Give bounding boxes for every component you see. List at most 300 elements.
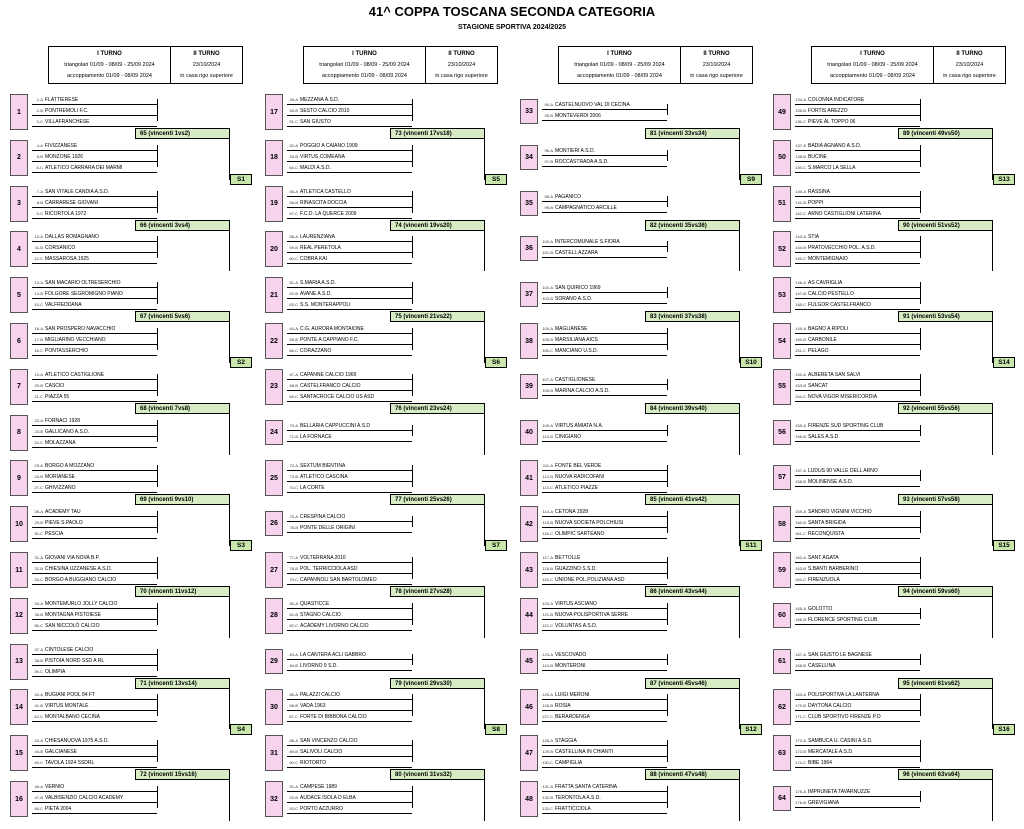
group-number: 51 — [773, 186, 791, 222]
team-name: VOLUNTAS A.S.D. — [555, 622, 598, 629]
turn1-title: I TURNO — [352, 51, 377, 57]
connector-line — [667, 654, 668, 665]
group-number: 34 — [520, 145, 538, 170]
team-code: 155-A — [795, 422, 806, 428]
team-code: 71-B — [289, 433, 298, 439]
team-name: LUDUS 90 VALLE DELL ARNO — [808, 468, 878, 475]
third-round-label: S3 — [230, 540, 252, 551]
connector-line — [739, 230, 740, 272]
team-name: CARBONILE — [808, 337, 837, 343]
team-code: 132-B — [542, 795, 553, 800]
team-name: SANT AGATA — [808, 555, 839, 561]
team-row — [32, 105, 157, 116]
team-row — [287, 649, 412, 660]
team-code: 136-C — [795, 119, 806, 124]
second-round-match: 78 (vincenti 27vs28) — [390, 586, 485, 597]
third-round-label: S4 — [230, 724, 252, 735]
team-row — [795, 517, 920, 528]
team-code: 53-B — [289, 153, 298, 159]
team-name: CINIGIANO — [555, 433, 582, 440]
connector-line — [229, 596, 230, 638]
team-code: 114-A — [542, 509, 553, 515]
team-row — [32, 803, 157, 814]
team-name: POLISPORTIVA LA LANTERNA — [808, 692, 880, 699]
team-row — [795, 162, 920, 173]
connector-line — [667, 511, 668, 533]
second-round-match: 82 (vincenti 35vs36) — [645, 220, 740, 231]
turn2-header — [426, 47, 497, 83]
turn1-pairing: accoppiamento 01/09 - 08/09 2024 — [321, 73, 407, 79]
team-code: 41-B — [34, 703, 43, 709]
turn2-home-note: in casa rigo superiore — [943, 73, 996, 79]
team-row — [795, 711, 920, 722]
turn1-header — [49, 47, 171, 83]
team-row — [287, 140, 412, 151]
team-name: RIOTORTO — [300, 760, 327, 767]
second-round-match: 74 (vincenti 19vs20) — [390, 220, 485, 231]
team-code: 4-A — [36, 142, 43, 148]
team-code: 139-C — [795, 164, 806, 170]
team-name: CORSANICO — [45, 245, 76, 252]
team-row — [32, 323, 157, 334]
team-row — [795, 242, 920, 253]
team-name: S.MARIA A.S.D. — [300, 280, 336, 287]
second-round-match: 87 (vincenti 45vs46) — [645, 678, 740, 689]
connector-line — [229, 230, 230, 272]
team-name: FIRENZE SUD SPORTING CLUB — [808, 422, 884, 429]
connector-line — [667, 694, 668, 716]
team-row — [287, 574, 412, 585]
turn2-header — [934, 47, 1005, 83]
group-number: 29 — [265, 649, 283, 674]
second-round-match: 96 (vincenti 63vs64) — [898, 769, 993, 780]
team-row — [287, 391, 412, 402]
team-code: 93-C — [289, 806, 298, 811]
team-code: 7-A — [36, 188, 43, 194]
team-name: NUOVA POLISPORTIVA SERRE — [555, 611, 629, 618]
connector-line — [667, 603, 668, 625]
second-round-match: 92 (vincenti 55vs56) — [898, 403, 993, 414]
team-name: VIRTUS MONTALE — [45, 703, 89, 710]
team-row — [32, 140, 157, 151]
third-round-label: S10 — [740, 357, 762, 368]
connector-line — [920, 191, 921, 213]
team-code: 142-C — [795, 210, 806, 216]
team-name: FIVIZZANESE — [45, 142, 78, 149]
team-row — [542, 99, 667, 110]
team-code: 14-B — [34, 291, 43, 297]
turn2-title: II TURNO — [193, 51, 220, 57]
team-code: 98-A — [544, 193, 553, 199]
team-row — [795, 94, 920, 105]
connector-line — [484, 413, 485, 455]
team-name: BUCINE — [808, 153, 827, 160]
team-name: MONTEMIGNAIO — [808, 256, 848, 263]
team-name: FOLGORE SEGROMIGNO PIANO — [45, 291, 123, 298]
team-name: QUASTICCE — [300, 600, 330, 607]
team-code: 13-A — [34, 280, 43, 286]
team-code: 83-A — [289, 651, 298, 657]
group-number: 19 — [265, 186, 283, 222]
team-code: 170-B — [795, 703, 806, 709]
team-code: 151-C — [795, 348, 806, 353]
team-code: 133-C — [542, 806, 553, 811]
team-row — [542, 620, 667, 631]
group-number: 15 — [10, 735, 28, 771]
connector-line — [992, 779, 993, 821]
team-code: 44-B — [34, 749, 43, 755]
team-name: AVANE A.S.D. — [300, 291, 332, 298]
connector-line — [667, 740, 668, 762]
group-number: 32 — [265, 781, 283, 817]
team-name: ATLETICO CASCINA — [300, 474, 348, 481]
team-name: DALLAS ROMAGNANO — [45, 234, 99, 241]
team-row — [287, 711, 412, 722]
group-number: 18 — [265, 140, 283, 176]
team-code: 8-B — [36, 199, 43, 205]
third-round-label: S9 — [740, 174, 762, 185]
team-code: 167-A — [795, 651, 806, 657]
team-row — [32, 563, 157, 574]
team-name: RASSINA — [808, 188, 830, 195]
team-code: 82-C — [289, 622, 298, 628]
team-row — [287, 757, 412, 768]
team-code: 175-A — [795, 789, 806, 794]
team-code: 3-C — [36, 119, 43, 124]
group-number: 28 — [265, 598, 283, 634]
team-name: NOVA VIGOR MISERICORDIA — [808, 393, 878, 400]
team-row — [795, 649, 920, 660]
team-row — [287, 803, 412, 814]
turn2-header — [171, 47, 242, 83]
team-code: 75-A — [289, 514, 298, 520]
connector-line — [920, 99, 921, 121]
team-code: 127-C — [542, 714, 553, 720]
connector-line — [920, 145, 921, 167]
team-name: CASELLINA — [808, 662, 836, 669]
second-round-match: 93 (vincenti 57vs58) — [898, 494, 993, 505]
connector-line — [412, 694, 413, 716]
team-row — [32, 94, 157, 105]
connector-line — [157, 282, 158, 304]
team-row — [795, 552, 920, 563]
turn1-dates: triangolari 01/09 - 08/09 - 25/09 2024 — [827, 62, 918, 68]
team-code: 156-B — [795, 433, 806, 439]
group-number: 38 — [520, 323, 538, 359]
team-code: 120-A — [542, 600, 553, 606]
team-code: 76-B — [289, 525, 298, 531]
turn2-header — [681, 47, 752, 83]
team-name: VIRTUS COMEANA — [300, 153, 345, 160]
team-row — [795, 420, 920, 431]
team-name: CASTELLINA IN CHIANTI — [555, 749, 614, 756]
team-code: 43-A — [34, 738, 43, 744]
team-code: 97-B — [544, 158, 553, 164]
team-name: SAN QUIRICO 1969 — [555, 285, 601, 292]
team-name: FORTE DI BIBBONA CALCIO — [300, 714, 367, 721]
connector-line — [157, 374, 158, 396]
team-code: 51-C — [289, 119, 298, 124]
team-row — [542, 711, 667, 722]
team-code: 104-A — [542, 326, 553, 331]
team-name: LA FORNACE — [300, 433, 332, 440]
team-name: CARRARESE GIOVANI — [45, 199, 98, 206]
team-code: 158-B — [795, 479, 806, 485]
team-row — [32, 620, 157, 631]
team-row — [795, 603, 920, 614]
connector-line — [412, 191, 413, 213]
team-code: 27-C — [34, 485, 43, 491]
team-code: 131-A — [542, 784, 553, 789]
team-row — [795, 563, 920, 574]
team-name: CHIESANUOVA 1975 A.S.D. — [45, 738, 109, 745]
team-row — [32, 197, 157, 208]
turn2-home-note: in casa rigo superiore — [690, 73, 743, 79]
group-number: 1 — [10, 94, 28, 130]
team-row — [542, 746, 667, 757]
team-name: S.S. MONTERAPPOLI — [300, 302, 351, 309]
team-name: ARNO CASTIGLIONI LATERINA — [808, 210, 881, 217]
bracket-column — [525, 46, 757, 826]
team-row — [32, 460, 157, 471]
team-row — [542, 563, 667, 574]
team-row — [287, 94, 412, 105]
team-name: MARSILIANA AICS — [555, 337, 598, 343]
team-row — [287, 482, 412, 493]
team-name: S.BANTI BARBERINO — [808, 566, 859, 572]
team-name: COBRA KAI — [300, 256, 327, 263]
team-code: 172-A — [795, 738, 806, 744]
team-row — [542, 552, 667, 563]
group-number: 44 — [520, 598, 538, 634]
team-code: 80-A — [289, 600, 298, 606]
team-code: 107-A — [542, 376, 553, 382]
connector-line — [157, 328, 158, 350]
team-name: FONTE BEL VERDE — [555, 463, 602, 470]
team-name: MALDI A.S.D. — [300, 164, 331, 171]
connector-line — [920, 328, 921, 350]
team-name: SAN GIUSTO LE BAGNESE — [808, 651, 872, 658]
third-round-label: S13 — [993, 174, 1015, 185]
team-name: VIRTUS AMIATA N.A. — [555, 422, 604, 429]
team-row — [32, 426, 157, 437]
team-code: 40-A — [34, 692, 43, 698]
team-row — [287, 369, 412, 380]
group-number: 59 — [773, 552, 791, 588]
team-row — [32, 299, 157, 310]
team-name: CAMPESE 1989 — [300, 784, 337, 790]
team-code: 140-A — [795, 188, 806, 194]
team-name: MERCATALE A.S.D. — [808, 749, 854, 756]
team-name: C.G. AURORA MONTAIONE — [300, 326, 364, 332]
connector-line — [484, 596, 485, 638]
team-row — [287, 380, 412, 391]
team-row — [542, 145, 667, 156]
connector-line — [412, 425, 413, 436]
team-row — [542, 385, 667, 396]
connector-line — [484, 230, 485, 272]
team-code: 25-A — [34, 463, 43, 469]
team-name: MONTERONI — [555, 662, 586, 669]
team-name: STIA — [808, 234, 820, 241]
team-code: 20-B — [34, 382, 43, 388]
team-code: 77-A — [289, 555, 298, 560]
third-round-label: S14 — [993, 357, 1015, 368]
connector-line — [667, 557, 668, 579]
team-code: 21-C — [34, 393, 43, 399]
team-row — [32, 711, 157, 722]
second-round-match: 95 (vincenti 61vs62) — [898, 678, 993, 689]
connector-line — [412, 516, 413, 527]
team-row — [542, 660, 667, 671]
team-row — [287, 620, 412, 631]
team-code: 163-B — [795, 566, 806, 571]
team-name: VALBISENZIO CALCIO ACADEMY — [45, 795, 124, 801]
team-name: F.C.D. LA QUERCE 2009 — [300, 210, 357, 217]
team-code: 105-B — [542, 337, 553, 342]
bracket-column — [270, 46, 500, 826]
connector-line — [412, 374, 413, 396]
team-name: LAURENZIANA — [300, 234, 336, 241]
team-code: 130-C — [542, 760, 553, 766]
team-name: SEXTUM BIENTINA — [300, 463, 346, 470]
team-code: 111-A — [542, 463, 553, 469]
team-row — [542, 460, 667, 471]
team-row — [542, 517, 667, 528]
team-row — [795, 323, 920, 334]
connector-line — [920, 236, 921, 258]
team-name: VOLTERRANA 2016 — [300, 555, 346, 561]
team-row — [32, 231, 157, 242]
team-row — [542, 156, 667, 167]
team-row — [32, 598, 157, 609]
team-row — [542, 482, 667, 493]
group-number: 49 — [773, 94, 791, 130]
team-row — [795, 431, 920, 442]
turn1-dates: triangolari 01/09 - 08/09 - 25/09 2024 — [574, 62, 665, 68]
team-row — [795, 660, 920, 671]
group-number: 46 — [520, 689, 538, 725]
group-number: 33 — [520, 99, 538, 124]
connector-line — [157, 557, 158, 579]
team-name: ROCCASTRADA A.S.D. — [555, 158, 609, 165]
team-name: FORTIS AREZZO — [808, 108, 848, 114]
team-code: 59-B — [289, 245, 298, 251]
team-name: MOLAZZANA — [45, 439, 76, 446]
team-name: GIOVANI VIA NOVA B.P. — [45, 555, 100, 561]
third-round-label: S5 — [485, 174, 507, 185]
third-round-label: S6 — [485, 357, 507, 368]
team-code: 67-A — [289, 371, 298, 377]
connector-line — [412, 99, 413, 121]
team-code: 124-B — [542, 662, 553, 668]
connector-line — [920, 511, 921, 533]
team-row — [542, 345, 667, 356]
team-row — [32, 792, 157, 803]
team-code: 79-C — [289, 577, 298, 582]
connector-line — [739, 413, 740, 455]
group-number: 41 — [520, 460, 538, 496]
team-name: BELLARIA CAPPUCCINI A.S.D — [300, 422, 371, 429]
team-name: BAGNO A RIPOLI — [808, 326, 849, 332]
team-row — [32, 437, 157, 448]
group-number: 24 — [265, 420, 283, 445]
team-code: 63-C — [289, 302, 298, 308]
team-row — [287, 323, 412, 334]
team-name: PAGANICO — [555, 193, 582, 200]
team-name: CASTIGLIONESE — [555, 376, 596, 383]
group-number: 31 — [265, 735, 283, 771]
team-row — [542, 374, 667, 385]
team-name: STAGGIA — [555, 738, 577, 745]
team-row — [32, 517, 157, 528]
group-number: 40 — [520, 420, 538, 445]
turn1-pairing: accoppiamento 01/09 - 08/09 2024 — [576, 73, 662, 79]
team-name: FRATTICCIOLA — [555, 806, 591, 812]
team-code: 166-B — [795, 616, 806, 622]
connector-line — [920, 282, 921, 304]
team-row — [287, 460, 412, 471]
team-name: AUDACE ISOLA D ELBA — [300, 795, 356, 801]
team-code: 88-A — [289, 738, 298, 744]
team-name: LA CANTERA ACLI GABBRO — [300, 651, 366, 658]
connector-line — [920, 425, 921, 436]
connector-line — [920, 654, 921, 665]
team-name: CAPANNE CALCIO 1969 — [300, 371, 357, 378]
connector-line — [157, 786, 158, 808]
group-number: 26 — [265, 511, 283, 536]
team-code: 99-B — [544, 204, 553, 210]
team-row — [795, 391, 920, 402]
team-code: 86-B — [289, 703, 298, 709]
team-code: 150-B — [795, 337, 806, 342]
connector-line — [667, 241, 668, 252]
team-code: 115-B — [542, 520, 553, 526]
group-number: 39 — [520, 374, 538, 399]
team-row — [32, 208, 157, 219]
team-name: FULGOR CASTELFRANCO — [808, 302, 871, 309]
team-code: 70-A — [289, 422, 298, 428]
team-row — [795, 105, 920, 116]
team-row — [32, 735, 157, 746]
team-name: SAN VINCENZO CALCIO — [300, 738, 358, 745]
group-number: 21 — [265, 277, 283, 313]
team-row — [32, 471, 157, 482]
team-code: 15-C — [34, 302, 43, 308]
connector-line — [992, 596, 993, 638]
team-code: 108-B — [542, 387, 553, 393]
team-code: 38-B — [34, 657, 43, 663]
team-name: MOLINENSE A.S.D. — [808, 479, 854, 486]
second-round-match: 94 (vincenti 59vs60) — [898, 586, 993, 597]
team-code: 55-A — [289, 188, 298, 194]
second-round-match: 88 (vincenti 47vs48) — [645, 769, 740, 780]
third-round-label: S2 — [230, 357, 252, 368]
team-row — [32, 415, 157, 426]
group-number: 2 — [10, 140, 28, 176]
team-name: ATLETICO PIAZZE — [555, 485, 598, 492]
team-row — [287, 522, 412, 533]
team-name: GHIVIZZANO — [45, 485, 76, 492]
second-round-match: 73 (vincenti 17vs18) — [390, 128, 485, 139]
page-subtitle: STAGIONE SPORTIVA 2024/2025 — [457, 24, 567, 31]
team-name: PIETA 2004 — [45, 806, 72, 812]
team-name: NUOVA SOCIETA POLCHIUSI — [555, 520, 624, 527]
team-name: ATLETICO CARRARA DEI MARMI — [45, 164, 123, 171]
team-name: MORIANESE — [45, 474, 76, 481]
team-row — [542, 649, 667, 660]
team-name: CRESPINA CALCIO — [300, 514, 346, 521]
